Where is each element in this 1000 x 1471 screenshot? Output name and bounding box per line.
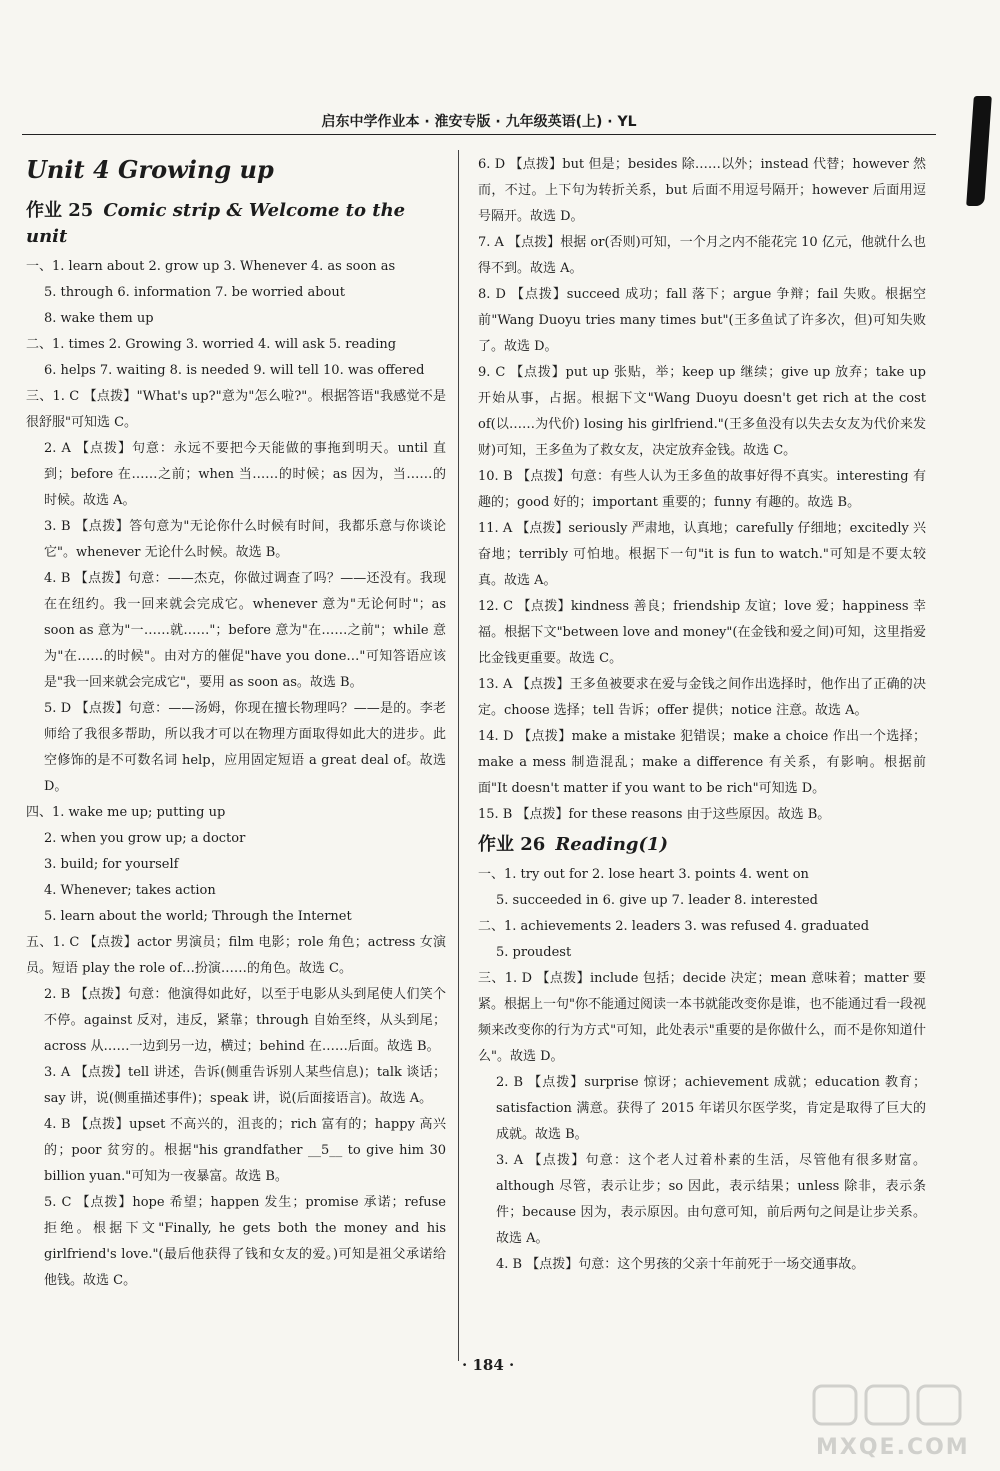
answer-line: 五、1. C 【点拨】actor 男演员；film 电影；role 角色；actress 女演员。短语 play the role of…扮演……的角色。故选 C。 [26,935,446,976]
answer-line: 二、1. achievements 2. leaders 3. was refused 4. graduated [478,919,870,934]
answer-line: 2. when you grow up; a doctor [44,831,246,846]
answer-line: 3. B 【点拨】答句意为"无论你什么时候有时间，我都乐意与你谈论它"。whenever 无论什么时候。故选 B。 [44,519,446,560]
answer-line: 一、1. learn about 2. grow up 3. Whenever 4. as soon as [26,259,396,274]
answer-line: 13. A 【点拨】王多鱼被要求在爱与金钱之间作出选择时，他作出了正确的决定。choose 选择；tell 告诉；offer 提供；notice 注意。故选 A。 [478,677,926,718]
answer-line: 6. helps 7. waiting 8. is needed 9. will tell 10. was offered [44,363,425,378]
answer-line: 4. Whenever; takes action [44,883,216,898]
answer-line: 2. B 【点拨】surprise 惊讶；achievement 成就；education 教育；satisfaction 满意。获得了 2015 年诺贝尔医学奖，肯定是取得了巨大的成就。故选 B。 [496,1075,926,1142]
answer-line: 5. through 6. information 7. be worried about [44,285,345,300]
watermark-logo-icon [808,1382,978,1462]
answer-line: 3. A 【点拨】句意：这个老人过着朴素的生活，尽管他有很多财富。although 尽管，表示让步；so 因此，表示结果；unless 除非，表示条件；because 因为，表示原因。由句意可知，前后两句之间是让步关系。故选 A。 [496,1153,926,1246]
page-edge-shadow [966,96,992,206]
answer-line: 10. B 【点拨】句意：有些人认为王多鱼的故事好得不真实。interesting 有趣的；good 好的；important 重要的；funny 有趣的。故选 B。 [478,469,926,510]
answer-line: 一、1. try out for 2. lose heart 3. points 4. went on [478,867,809,882]
left-column [26,152,446,1294]
answer-line: 5. learn about the world; Through the Internet [44,909,352,924]
answer-line: 三、1. D 【点拨】include 包括；decide 决定；mean 意味着；matter 要紧。根据上一句"你不能通过阅读一本书就能改变你是谁，也不能通过看一段视频来改变你的行为方式"可知，此处表示"重要的是你做什么，而不是你知道什么"。故选 D。 [478,971,926,1064]
homework-name: Reading(1) [555,834,669,855]
answer-line: 二、1. times 2. Growing 3. worried 4. will ask 5. reading [26,337,397,352]
unit-title: Unit 4 Growing up [26,155,274,184]
answer-line: 14. D 【点拨】make a mistake 犯错误；make a choice 作出一个选择；make a mess 制造混乱；make a difference 有关系，有影响。根据前面"It doesn't matter if you want to be rich"可知选 D。 [478,729,926,796]
running-header: 启东中学作业本 · 淮安专版 · 九年级英语(上) · YL [22,112,936,135]
answer-line: 5. proudest [496,945,572,960]
answer-line: 4. B 【点拨】upset 不高兴的，沮丧的；rich 富有的；happy 高兴的；poor 贫穷的。根据"his grandfather __5__ to give him 30 billion yuan."可知为一夜暴富。故选 B。 [44,1117,446,1184]
answer-line: 8. wake them up [44,311,154,326]
answer-line: 3. build; for yourself [44,857,179,872]
answer-line: 8. D 【点拨】succeed 成功；fall 落下；argue 争辩；fail 失败。根据空前"Wang Duoyu tries many times but"(王多鱼试了许多次，但)可知失败了。故选 D。 [478,287,926,354]
column-divider [458,150,459,1361]
answer-line: 四、1. wake me up; putting up [26,805,226,820]
answer-line: 4. B 【点拨】句意：——杰克，你做过调查了吗？——还没有。我现在在纽约。我一回来就会完成它。whenever 意为"无论何时"；as soon as 意为"一……就……"；before 意为"在……之前"；while 意为"在……的时候"。由对方的催促"have you done…"可知答语应该是"我一回来就会完成它"，要用 as soon as。故选 B。 [44,571,446,690]
answer-line: 4. B 【点拨】句意：这个男孩的父亲十年前死于一场交通事故。 [496,1257,865,1272]
page-number: · 184 · [462,1356,515,1374]
homework-title [26,198,446,250]
answer-line: 6. D 【点拨】but 但是；besides 除……以外；instead 代替；however 然而，不过。上下句为转折关系，but 后面不用逗号隔开；however 后面用逗号隔开。故选 D。 [478,157,926,224]
homework-label: 作业 25 [26,200,94,221]
answer-line: 2. B 【点拨】句意：他演得如此好，以至于电影从头到尾使人们笑个不停。against 反对，违反，紧靠；through 自始至终，从头到尾；across 从……一边到另一边，横过；behind 在……后面。故选 B。 [44,987,446,1054]
answer-line: 11. A 【点拨】seriously 严肃地，认真地；carefully 仔细地；excitedly 兴奋地；terribly 可怕地。根据下一句"it is fun to watch."可知是不要太较真。故选 A。 [478,521,926,588]
answer-line: 12. C 【点拨】kindness 善良；friendship 友谊；love 爱；happiness 幸福。根据下文"between love and money"(在金钱和爱之间)可知，这里指爱比金钱更重要。故选 C。 [478,599,926,666]
answer-line: 5. D 【点拨】句意：——汤姆，你现在擅长物理吗？——是的。李老师给了我很多帮助，所以我才可以在物理方面取得如此大的进步。此空修饰的是不可数名词 help，应用固定短语 a great deal of。故选 D。 [44,701,446,794]
right-column [478,152,926,1278]
homework-name: Comic strip & Welcome to the unit [26,200,406,247]
answer-line: 5. C 【点拨】hope 希望；happen 发生；promise 承诺；refuse 拒绝。根据下文"Finally, he gets both the money and his girlfriend's love."(最后他获得了钱和女友的爱。)可知是祖父承诺给他钱。故选 C。 [44,1195,446,1288]
answer-line: 2. A 【点拨】句意：永远不要把今天能做的事拖到明天。until 直到；before 在……之前；when 当……的时候；as 因为，当……的时候。故选 A。 [44,441,446,508]
answer-line: 9. C 【点拨】put up 张贴，举；keep up 继续；give up 放弃；take up 开始从事，占据。根据下文"Wang Duoyu doesn't get rich at the cost of(以……为代价) losing his girlfriend."(王多鱼没有以失去女友为代价来发财)可知，王多鱼为了救女友，决定放弃金钱。故选 C。 [478,365,926,458]
homework-label: 作业 26 [478,834,546,855]
watermark-text: MXQE.COM [816,1435,970,1460]
answer-line: 5. succeeded in 6. give up 7. leader 8. interested [496,893,818,908]
answer-line: 3. A 【点拨】tell 讲述，告诉(侧重告诉别人某些信息)；talk 谈话；say 讲，说(侧重描述事件)；speak 讲，说(后面接语言)。故选 A。 [44,1065,446,1106]
answer-line: 三、1. C 【点拨】"What's up?"意为"怎么啦?"。根据答语"我感觉不是很舒服"可知选 C。 [26,389,446,430]
answer-line: 7. A 【点拨】根据 or(否则)可知，一个月之内不能花完 10 亿元，他就什么也得不到。故选 A。 [478,235,926,276]
answer-line: 15. B 【点拨】for these reasons 由于这些原因。故选 B。 [478,807,831,822]
homework-title [478,832,926,858]
